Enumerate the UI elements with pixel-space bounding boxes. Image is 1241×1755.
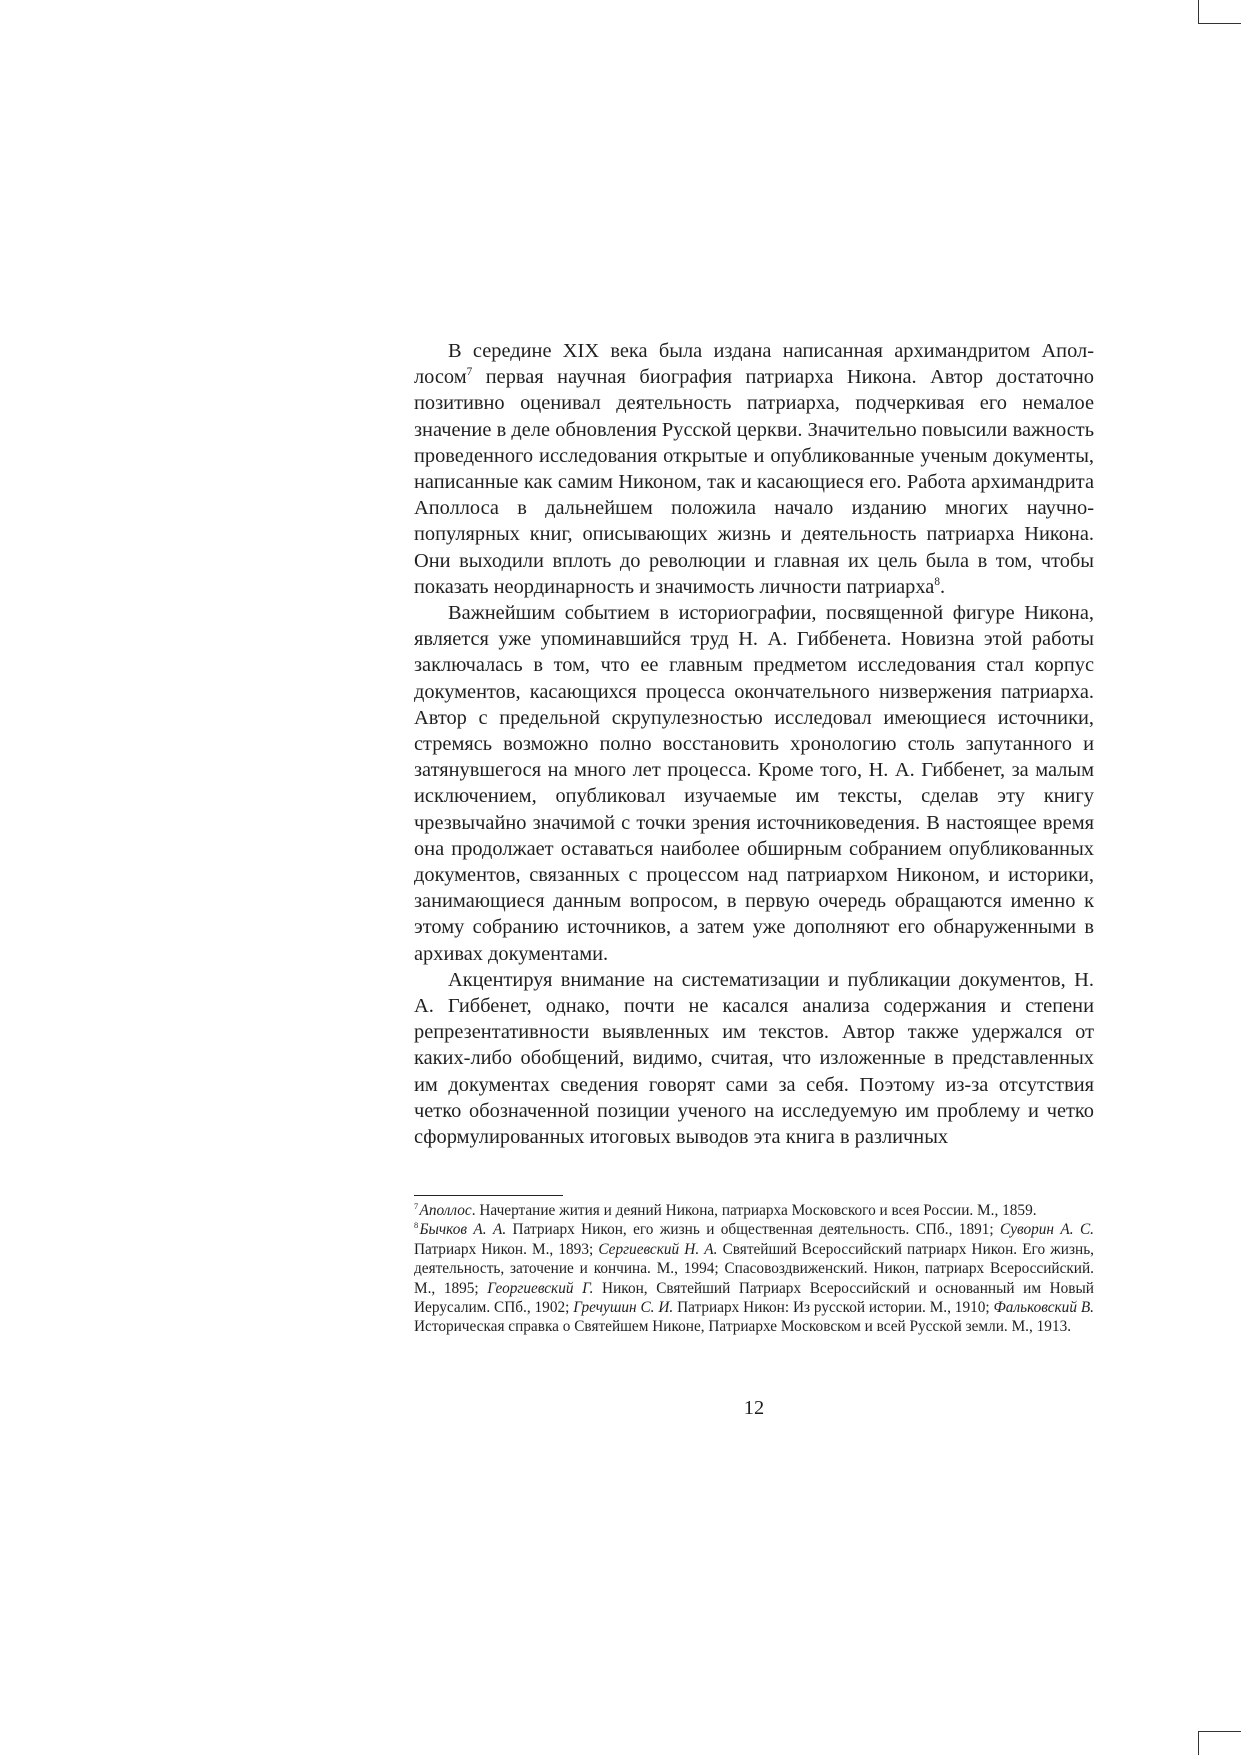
footnote-ref-7: 7 (466, 366, 473, 379)
paragraph-2: Важнейшим событием в историографии, посвященной фигуре Никона, является уже упоминавшийся труд Н. А. Гиббенета. Новизна этой работы заключалась в том, что ее главным предметом исследования стал корпус документов, касающихся процесса окончательного низвержения патриарха. Автор с предельной скрупулезностью исследовал имеющиеся источники, стремясь возможно полно восстановить хронологию столь запутанного и затянувшегося на много лет процесса. Кроме того, Н. А. Гиббенет, за малым исключением, опубликовал изучаемые им тексты, сделав эту книгу чрезвычайно значимой с точки зрения источниковедения. В настоящее время она продолжает оставаться наиболее обширным собранием опубликованных документов, связанных с процессом над патриархом Никоном, и историки, занимающиеся данным вопросом, в первую очередь обращаются именно к этому собранию источников, а затем уже дополняют его обнаруженными в архивах документами. (414, 602, 1094, 965)
footnote-author: Аполлос (419, 1202, 472, 1219)
footnote-8: $^8$ Бычков А. А. Патриарх Никон, его жизнь и общественная деятельность. СПб., 1891; Суворин А. С. Патриарх Никон. М., 1893; Сергиевский Н. А. Святейший Всероссийский патриарх Никон. Его жизнь, деятельность, заточение и кончина. М., 1994; Спасовоздвиженский. Никон, патриарх Всероссийский. М., 1895; Георгиевский Г. Никон, Святейший Патриарх Всероссийский и основанный им Новый Иерусалим. СПб., 1902; Гречушин С. И. Патриарх Никон: Из русской истории. М., 1910; Фальковский В. Историческая справка о Святейшем Никоне, Патриархе Московском и всей Русской земли. М., 1913. (414, 1221, 1094, 1336)
crop-mark-bottom-horizontal (1198, 1731, 1241, 1732)
crop-mark-top-vertical (1198, 0, 1199, 24)
main-text (414, 338, 1094, 1150)
footnote-7: $^7$ Аполлос. Начертание жития и деяний Никона, патриарха Московского и всея России. М., 1859. (414, 1201, 1037, 1219)
footnotes (414, 1201, 1094, 1337)
crop-mark-bottom-vertical (1198, 1731, 1199, 1755)
crop-mark-top-horizontal (1198, 23, 1241, 24)
footnote-separator (414, 1195, 563, 1196)
footnote-ref-8: 8 (934, 576, 940, 589)
page-number: 12 (743, 1397, 765, 1419)
paragraph-1: В середине XIX века была издана написанная архимандритом Аполлосом$^7$ первая научная биография патриарха Никона. Автор достаточно позитивно оценивал деятельность патриарха, подчеркивая его немалое значение в деле обновления Русской церкви. Значительно повысили важность проведенного исследования открытые и опубликованные ученым документы, написанные как самим Никоном, так и касающиеся его. Работа архимандрита Аполлоса в дальнейшем положила начало изданию многих научно-популярных книг, описывающих жизнь и деятельность патриарха Никона. Они выходили вплоть до революции и главная их цель была в том, чтобы показать неординарность и значимость личности патриарха$^8$. (414, 340, 1094, 598)
paragraph-3: Акцентируя внимание на систематизации и публикации документов, Н. А. Гиббенет, однако, почти не касался анализа содержания и степени репрезентативности выявленных им текстов. Автор также удержался от каких-либо обобщений, видимо, считая, что изложенные в представленных им документах сведения говорят сами за себя. Поэтому из-за отсутствия четко обозначенной позиции ученого на исследуемую им проблему и четко сформулированных итоговых выводов эта книга в различных (414, 968, 1094, 1149)
